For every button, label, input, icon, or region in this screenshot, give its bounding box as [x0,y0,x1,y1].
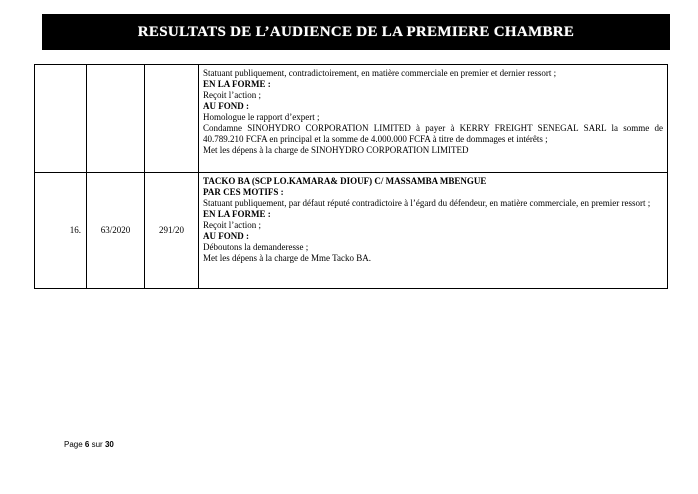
page-label: Page [64,440,83,449]
role-number-cell: 63/2020 [87,173,145,289]
table-row [35,173,668,289]
repertoire-number-cell: 291/20 [145,173,199,289]
decision-line: Met les dépens à la charge de SINOHYDRO CORPORATION LIMITED [203,145,469,155]
page-total: 30 [104,440,114,449]
case-number-cell: 16. [35,173,87,289]
section-heading-fond: AU FOND : [203,231,249,241]
decision-line: Reçoit l’action ; [203,220,261,230]
repertoire-number-cell [145,65,199,173]
decision-cell [199,65,668,173]
section-heading-fond: AU FOND : [203,101,249,111]
case-number-cell [35,65,87,173]
role-number-cell [87,65,145,173]
decision-line: Homologue le rapport d’expert ; [203,112,320,122]
section-heading-forme: EN LA FORME : [203,79,271,89]
page-title-banner [42,14,670,50]
table-row [35,65,668,173]
section-heading-motifs: PAR CES MOTIFS : [203,187,284,197]
decision-line: Statuant publiquement, par défaut réputé contradictoire à l’égard du défendeur, en matière commerciale, en premier ressort ; [203,198,651,208]
decision-line: Met les dépens à la charge de Mme Tacko BA. [203,253,371,263]
decision-line: Statuant publiquement, contradictoirement, en matière commerciale en premier et dernier ressort ; [203,68,557,78]
page-sur: sur [91,440,103,449]
decision-line: Reçoit l’action ; [203,90,261,100]
decision-line: Condamne SINOHYDRO CORPORATION LIMITED à payer à KERRY FREIGHT SENEGAL SARL la somme de 40.789.210 FCFA en principal et la somme de 4.000.000 FCFA à titre de dommages et intérêts ; [203,123,663,144]
results-table [34,64,668,289]
decision-cell [199,173,668,289]
page-number: 6 [84,440,90,449]
case-parties: TACKO BA (SCP LO.KAMARA& DIOUF) C/ MASSAMBA MBENGUE [203,176,487,186]
decision-line: Déboutons la demanderesse ; [203,242,309,252]
page-title: RESULTATS DE L’AUDIENCE DE LA PREMIERE CHAMBRE [137,23,575,40]
page-footer [64,440,114,449]
section-heading-forme: EN LA FORME : [203,209,271,219]
